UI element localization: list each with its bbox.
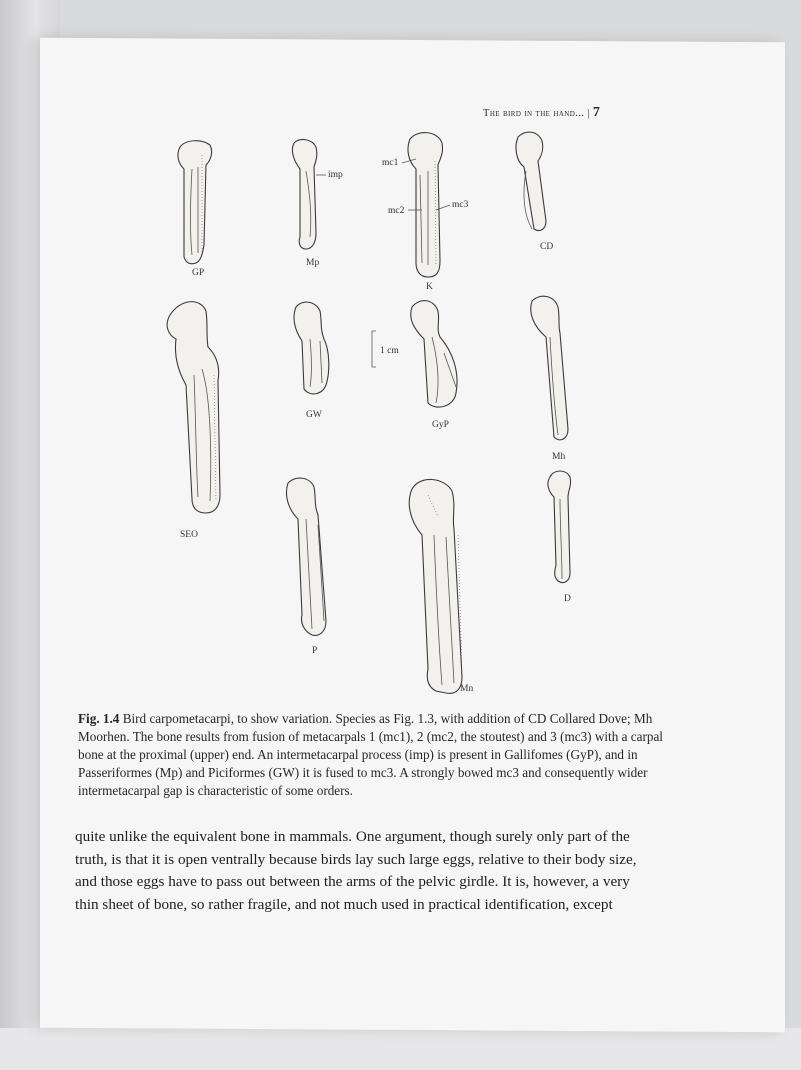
- label-d: D: [564, 594, 571, 604]
- body-text: [75, 826, 670, 916]
- label-scale: 1 cm: [380, 346, 399, 356]
- bone-cd: [516, 132, 546, 231]
- page-number: 7: [592, 105, 601, 120]
- label-k: K: [426, 282, 433, 292]
- bone-mp: [292, 140, 326, 249]
- label-gp: GP: [192, 268, 205, 278]
- label-mn: Mn: [460, 684, 474, 694]
- bone-mh: [531, 296, 568, 440]
- label-gw: GW: [306, 410, 322, 420]
- bone-illustration: [140, 125, 610, 705]
- label-mc1: mc1: [382, 158, 399, 168]
- table-surface: [0, 1028, 801, 1070]
- bone-p: [286, 478, 326, 635]
- label-mh: Mh: [552, 452, 566, 462]
- label-mc2: mc2: [388, 206, 405, 216]
- label-seo: SEO: [180, 530, 198, 540]
- label-mc3: mc3: [452, 200, 469, 210]
- label-mp: Mp: [306, 258, 320, 268]
- bone-mn: [409, 479, 462, 693]
- body-line: and those eggs have to pass out between the arms of the pelvic girdle. It is, however, a very: [75, 873, 630, 890]
- bone-d: [548, 471, 571, 583]
- label-gyp: GyP: [432, 420, 449, 430]
- bone-gw: [294, 302, 329, 394]
- running-head-separator: |: [584, 108, 593, 119]
- figure-bone-drawings: [140, 125, 610, 705]
- body-line: quite unlike the equivalent bone in mammals. One argument, though surely only part of the: [75, 828, 630, 845]
- bone-k: [408, 133, 443, 277]
- body-line: truth, is that it is open ventrally because birds lay such large eggs, relative to their body size,: [75, 850, 637, 868]
- figure-number: Fig. 1.4: [78, 711, 120, 726]
- running-head-title: The bird in the hand...: [483, 108, 585, 119]
- figure-caption-text: Bird carpometacarpi, to show variation. Species as Fig. 1.3, with addition of CD Collared Dove; Mh Moorhen. The bone results from fusion of metacarpals 1 (mc1), 2 (mc2, the stoutest) and 3 (mc3) with a carpal bone at the proximal (upper) end. An intermetacarpal process (imp) is present in Gallifomes (GyP), and in Passeriformes (Mp) and Piciformes (GW) it is fused to mc3. A strongly bowed mc3 and consequently wider intermetacarpal gap is characteristic of some orders.: [78, 711, 663, 798]
- label-cd: CD: [540, 242, 554, 252]
- label-imp: imp: [328, 170, 343, 180]
- bone-seo: [167, 302, 220, 513]
- scale-bar: [372, 331, 376, 367]
- running-head: [483, 105, 600, 121]
- body-line: thin sheet of bone, so rather fragile, and not much used in practical identification, except: [75, 895, 613, 913]
- label-p: P: [312, 646, 318, 656]
- figure-caption: [78, 710, 663, 800]
- bone-gp: [178, 141, 212, 264]
- bone-gyp: [411, 301, 457, 407]
